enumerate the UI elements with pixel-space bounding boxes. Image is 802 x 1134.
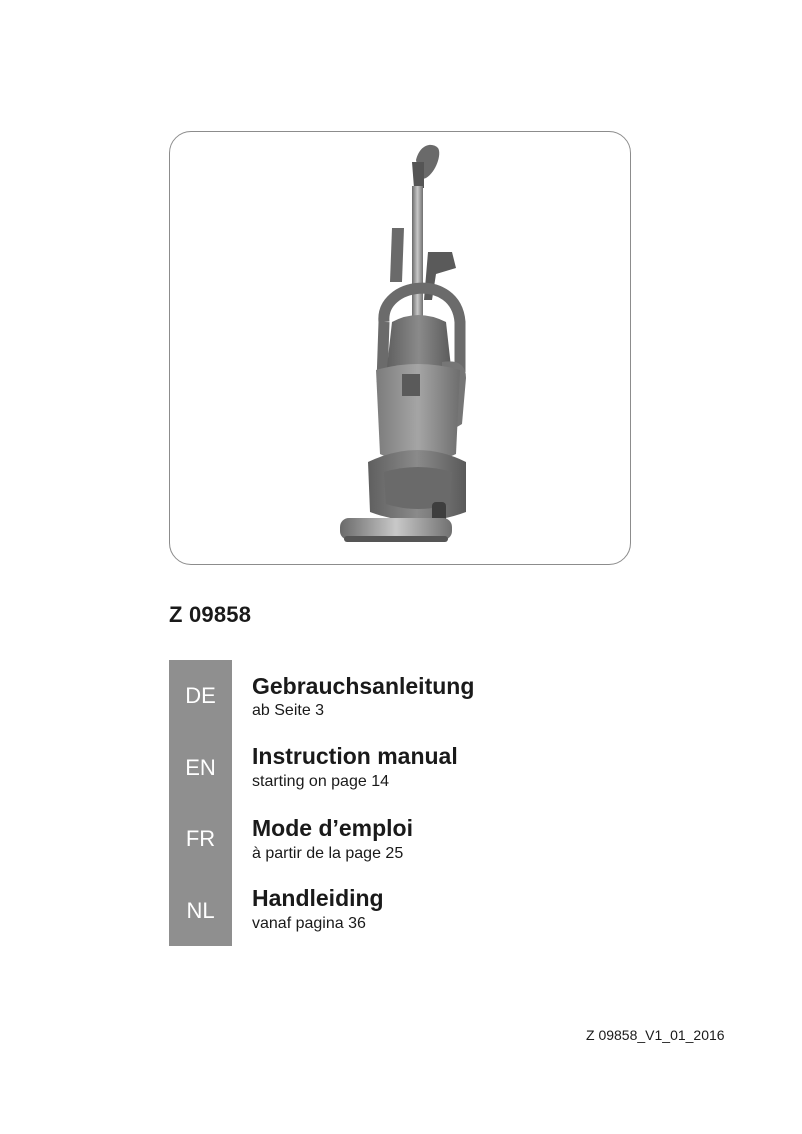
language-code-en: EN <box>185 755 216 780</box>
page-reference-de: ab Seite 3 <box>252 702 325 719</box>
model-number: Z 09858 <box>169 602 252 627</box>
manual-title-nl: Handleiding <box>252 885 384 911</box>
page-reference-en: starting on page 14 <box>252 773 389 790</box>
manual-title-en: Instruction manual <box>252 743 458 769</box>
vacuum-cleaner-illustration <box>170 132 631 565</box>
manual-title-fr: Mode d’emploi <box>252 815 413 841</box>
manual-title-de: Gebrauchsanleitung <box>252 673 475 699</box>
language-code-fr: FR <box>185 826 216 851</box>
language-code-de: DE <box>185 683 216 708</box>
page-reference-nl: vanaf pagina 36 <box>252 915 366 932</box>
document-version: Z 09858_V1_01_2016 <box>586 1027 725 1043</box>
product-photo-frame <box>169 131 631 565</box>
page-reference-fr: à partir de la page 25 <box>252 845 404 862</box>
language-code-nl: NL <box>186 898 215 923</box>
